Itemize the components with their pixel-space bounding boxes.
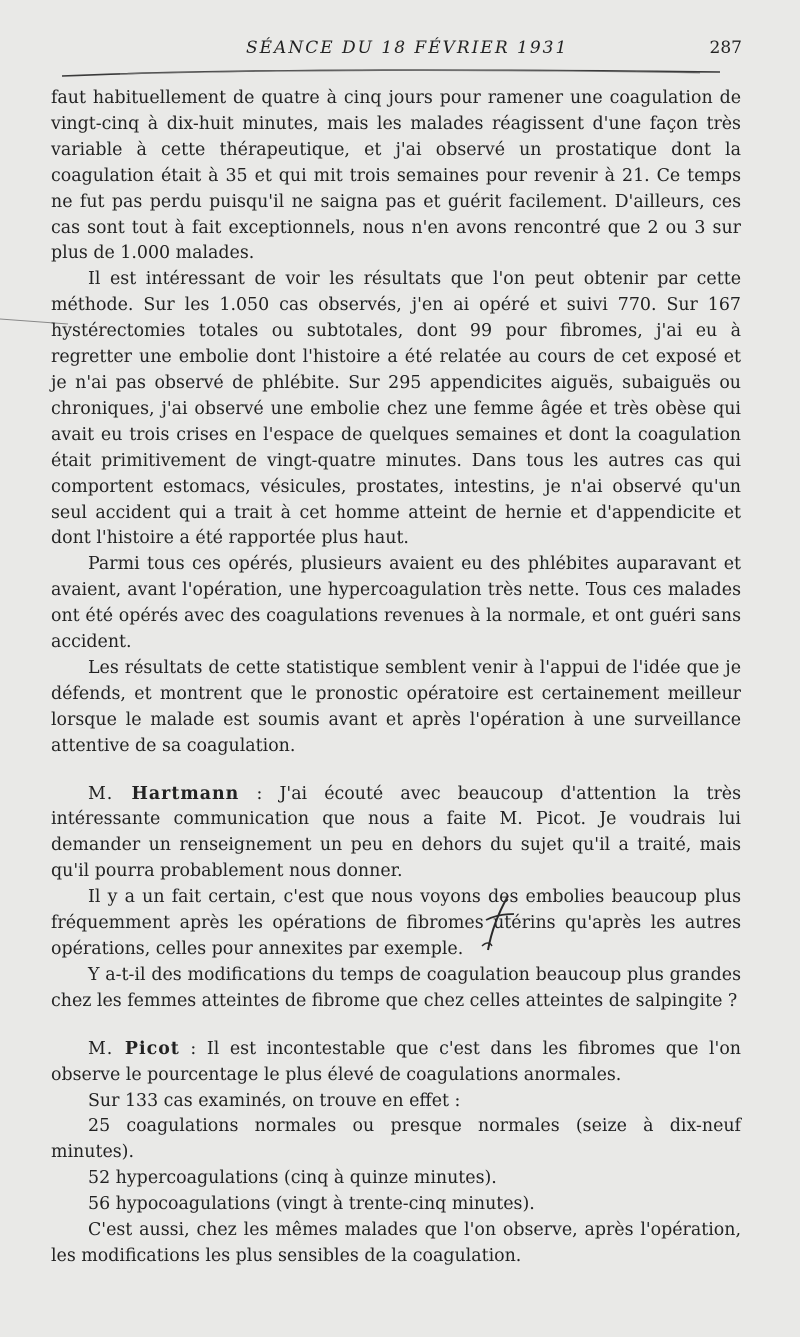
body-text [51,86,741,1270]
hartmann-paragraph: Il y a un fait certain, c'est que nous voyons des embolies beaucoup plus fréquemment après les opérations de fibromes utérins qu'après les autres opérations, celles pour annexites par exemple. [51,887,741,959]
picot-final-paragraph: C'est aussi, chez les mêmes malades que l'on observe, après l'opération, les modifications les plus sensibles de la coagulation. [51,1220,741,1266]
pencil-underline-mark [60,66,720,80]
speaker-separator: : [179,1038,207,1059]
picot-cases-intro: Sur 133 cas examinés, on trouve en effet : [88,1090,461,1111]
hartmann-intro: J'ai écouté avec beaucoup d'attention la très intéressante communication que nous a faite M. Picot. Je voudrais lui demander un renseignement un peu en dehors du sujet qu'il a traité, mais qu'il pourra probablement nous donner. [51,783,742,882]
speaker-separator: : [239,783,280,804]
hartmann-intervention [51,782,741,886]
page-number: 287 [709,38,742,58]
speaker-name-hartmann: Hartmann [131,783,240,804]
speaker-prefix: M. [88,783,132,804]
picot-intervention [51,1037,741,1089]
paragraph-results: Il est intéressant de voir les résultats que l'on peut obtenir par cette méthode. Sur les 1.050 cas observés, j'en ai opéré et suivi 770. Sur 167 hystérectomies totales ou subtotales, dont 99 pour fibromes, j'ai eu à regretter une embolie dont l'histoire a été relatée au cours de cet exposé et je n'ai pas observé de phlébite. Sur 295 appendicites aiguës, subaiguës ou chroniques, j'ai observé une embolie chez une femme âgée et très obèse qui avait eu trois crises en l'espace de quelques semaines et dont la coagulation était primitivement de vingt-quatre minutes. Dans tous les autres cas qui comportent estomacs, vésicules, prostates, intestins, je n'ai observé qu'un seul accident qui a trait à cet homme atteint de hernie et d'appendicite et dont l'histoire a été rapportée plus haut. [51,269,741,549]
picot-normal-coagulations: 25 coagulations normales ou presque normales (seize à dix-neuf minutes). [51,1116,741,1163]
handwritten-pen-mark [478,892,518,954]
picot-hypercoagulations: 52 hypercoagulations (cinq à quinze minutes). [88,1168,497,1189]
speaker-name-picot: Picot [124,1038,180,1059]
running-title: SÉANCE DU 18 FÉVRIER 1931 [246,38,569,58]
hartmann-question: Y a-t-il des modifications du temps de coagulation beaucoup plus grandes chez les femmes atteintes de fibrome que chez celles atteintes de salpingite ? [51,964,741,1011]
speaker-prefix: M. [88,1038,125,1059]
paragraph-operated-patients: Parmi tous ces opérés, plusieurs avaient eu des phlébites auparavant et avaient, avant l'opération, une hypercoagulation très nette. Tous ces malades ont été opérés avec des coagulations revenues à la normale, et ont guéri sans accident. [51,554,741,653]
section-gap [51,760,741,782]
picot-intro: Il est incontestable que c'est dans les fibromes que l'on observe le pourcentage le plus élevé de coagulations anormales. [51,1038,741,1085]
running-head [0,38,800,64]
section-gap [51,1015,741,1037]
picot-hypocoagulations: 56 hypocoagulations (vingt à trente-cinq minutes). [88,1194,535,1215]
paragraph-continuation: faut habituellement de quatre à cinq jours pour ramener une coagulation de vingt-cinq à dix-huit minutes, mais les malades réagissent d'une façon très variable à cette thérapeutique, et j'ai observé un prostatique dont la coagulation était à 35 et qui mit trois semaines pour revenir à 21. Ce temps ne fut pas perdu puisqu'il ne saigna pas et guérit facilement. D'ailleurs, ces cas sont tout à fait exceptionnels, nous n'en avons rencontré que 2 ou 3 sur plus de 1.000 malades. [51,88,741,264]
paragraph-conclusion: Les résultats de cette statistique semblent venir à l'appui de l'idée que je défends, et montrent que le pronostic opératoire est certainement meilleur lorsque le malade est soumis avant et après l'opération à une surveillance attentive de sa coagulation. [51,657,741,756]
